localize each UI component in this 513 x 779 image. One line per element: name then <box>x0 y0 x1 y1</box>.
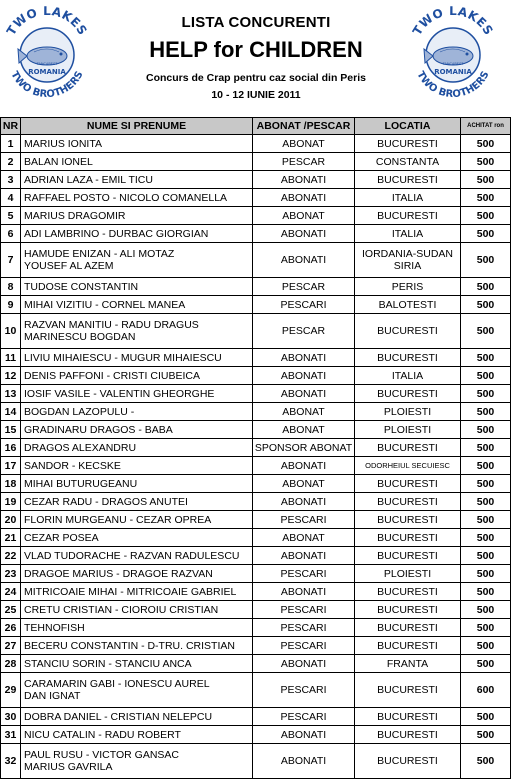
location <box>355 655 461 673</box>
table-row <box>1 529 511 547</box>
row-number: 28 <box>1 655 21 673</box>
row-number: 7 <box>1 243 21 278</box>
participant-name <box>21 673 253 708</box>
column-header-name: NUME SI PRENUME <box>21 118 253 135</box>
row-number: 16 <box>1 439 21 457</box>
amount-paid: 500 <box>461 475 511 493</box>
row-number: 18 <box>1 475 21 493</box>
abonat-status: ABONAT <box>253 403 355 421</box>
event-dates: 10 - 12 IUNIE 2011 <box>211 89 301 101</box>
participant-name <box>21 296 253 314</box>
amount-paid: 500 <box>461 367 511 385</box>
location-line: BUCURESTI <box>377 325 438 337</box>
location <box>355 153 461 171</box>
event-title: HELP for CHILDREN <box>149 37 363 62</box>
table-row <box>1 296 511 314</box>
location <box>355 583 461 601</box>
logo-top-text: TWO LAKES <box>4 3 90 38</box>
participant-name <box>21 189 253 207</box>
abonat-status: ABONATI <box>253 349 355 367</box>
location-line: BALOTESTI <box>378 298 437 311</box>
participant-name <box>21 744 253 779</box>
row-number: 29 <box>1 673 21 708</box>
abonat-status: ABONATI <box>253 367 355 385</box>
abonat-status: ABONAT <box>253 475 355 493</box>
abonat-status: PESCARI <box>253 296 355 314</box>
abonat-status: PESCARI <box>253 708 355 726</box>
location-line: CONSTANTA <box>375 155 440 168</box>
abonat-status: PESCARI <box>253 673 355 708</box>
row-number: 25 <box>1 601 21 619</box>
location-line: PLOIESTI <box>383 567 432 580</box>
abonat-status: ABONATI <box>253 583 355 601</box>
table-row <box>1 565 511 583</box>
participant-name-line: DAN IGNAT <box>24 690 81 702</box>
row-number: 1 <box>1 135 21 153</box>
participant-name <box>21 367 253 385</box>
participant-name <box>21 655 253 673</box>
location-line: BUCURESTI <box>377 137 438 150</box>
participant-name-line: SANDOR - KECSKE <box>24 459 121 472</box>
participant-name-line: YOUSEF AL AZEM <box>24 260 114 272</box>
amount-paid: 500 <box>461 225 511 243</box>
abonat-status: PESCAR <box>253 314 355 349</box>
table-row <box>1 708 511 726</box>
abonat-status: ABONATI <box>253 171 355 189</box>
location <box>355 637 461 655</box>
table-row <box>1 367 511 385</box>
amount-paid: 500 <box>461 529 511 547</box>
row-number: 26 <box>1 619 21 637</box>
row-number: 6 <box>1 225 21 243</box>
location-line: BUCURESTI <box>377 351 438 364</box>
participant-name-line: IOSIF VASILE - VALENTIN GHEORGHE <box>24 387 215 400</box>
location-line: BUCURESTI <box>377 585 438 598</box>
location <box>355 171 461 189</box>
location <box>355 349 461 367</box>
participant-name-line: MARIUS IONITA <box>24 137 102 150</box>
row-number: 27 <box>1 637 21 655</box>
location-line: BUCURESTI <box>377 603 438 616</box>
row-number: 14 <box>1 403 21 421</box>
participant-name-line: LIVIU MIHAIESCU - MUGUR MIHAIESCU <box>24 351 222 364</box>
table-row <box>1 726 511 744</box>
location-line: BUCURESTI <box>377 173 438 186</box>
amount-paid: 500 <box>461 243 511 278</box>
location <box>355 547 461 565</box>
amount-paid: 500 <box>461 457 511 475</box>
location <box>355 708 461 726</box>
abonat-status: PESCAR <box>253 278 355 296</box>
abonat-status: SPONSOR ABONAT <box>253 439 355 457</box>
participant-name <box>21 153 253 171</box>
table-row <box>1 511 511 529</box>
amount-paid: 500 <box>461 385 511 403</box>
location-line: SIRIA <box>393 260 422 272</box>
location-line: ITALIA <box>391 369 424 382</box>
location-line: BUCURESTI <box>377 639 438 652</box>
participant-name <box>21 601 253 619</box>
logo-middle-text: ROMANIA <box>28 68 66 76</box>
participant-name-line: ADI LAMBRINO - DURBAC GIORGIAN <box>24 227 209 240</box>
participants-table <box>0 117 511 779</box>
abonat-status: PESCARI <box>253 511 355 529</box>
row-number: 2 <box>1 153 21 171</box>
location <box>355 403 461 421</box>
table-row <box>1 637 511 655</box>
location-line: BUCURESTI <box>377 513 438 526</box>
location <box>355 189 461 207</box>
participant-name <box>21 493 253 511</box>
table-row <box>1 475 511 493</box>
participant-name-line: BALAN IONEL <box>24 155 93 168</box>
location <box>355 601 461 619</box>
location-line: BUCURESTI <box>377 710 438 723</box>
table-row <box>1 421 511 439</box>
participant-name-line: VLAD TUDORACHE - RAZVAN RADULESCU <box>24 549 240 562</box>
abonat-status: ABONAT <box>253 421 355 439</box>
participant-name <box>21 439 253 457</box>
location <box>355 439 461 457</box>
participant-name <box>21 457 253 475</box>
row-number: 11 <box>1 349 21 367</box>
abonat-status: ABONATI <box>253 243 355 278</box>
participant-name-line: TUDOSE CONSTANTIN <box>24 280 139 293</box>
location <box>355 243 461 278</box>
participant-name <box>21 171 253 189</box>
participant-name-line: GRADINARU DRAGOS - BABA <box>24 423 173 436</box>
logo-bottom-text: TWO BROTHERS <box>8 69 86 101</box>
abonat-status: ABONAT <box>253 529 355 547</box>
location <box>355 529 461 547</box>
abonat-status: ABONAT <box>253 135 355 153</box>
participant-name-line: RAFFAEL POSTO - NICOLO COMANELLA <box>24 191 228 204</box>
participant-name-line: MIHAI BUTURUGEANU <box>24 477 138 490</box>
location-line: BUCURESTI <box>377 621 438 634</box>
abonat-status: ABONATI <box>253 225 355 243</box>
row-number: 9 <box>1 296 21 314</box>
participant-name-line: MARIUS DRAGOMIR <box>24 209 126 222</box>
location-line: ITALIA <box>391 227 424 240</box>
row-number: 22 <box>1 547 21 565</box>
amount-paid: 500 <box>461 349 511 367</box>
location <box>355 475 461 493</box>
amount-paid: 500 <box>461 547 511 565</box>
abonat-status: PESCARI <box>253 565 355 583</box>
row-number: 23 <box>1 565 21 583</box>
logo-middle-text: ROMANIA <box>434 68 472 76</box>
participant-name-line: CEZAR RADU - DRAGOS ANUTEI <box>24 495 188 508</box>
row-number: 21 <box>1 529 21 547</box>
amount-paid: 500 <box>461 583 511 601</box>
row-number: 24 <box>1 583 21 601</box>
location <box>355 135 461 153</box>
participant-name <box>21 529 253 547</box>
participant-name-line: DRAGOS ALEXANDRU <box>24 441 137 454</box>
table-row <box>1 314 511 349</box>
participant-name <box>21 565 253 583</box>
participant-name <box>21 225 253 243</box>
two-lakes-logo-left <box>4 2 90 106</box>
participant-name-line: CEZAR POSEA <box>24 531 99 544</box>
table-row <box>1 403 511 421</box>
participant-name-line: NICU CATALIN - RADU ROBERT <box>24 728 181 741</box>
logo-top-text: TWO LAKES <box>410 3 496 38</box>
location-line: BUCURESTI <box>377 549 438 562</box>
location-line: BUCURESTI <box>377 495 438 508</box>
amount-paid: 500 <box>461 421 511 439</box>
row-number: 31 <box>1 726 21 744</box>
participant-name <box>21 511 253 529</box>
location-line: BUCURESTI <box>377 387 438 400</box>
amount-paid: 500 <box>461 135 511 153</box>
row-number: 32 <box>1 744 21 779</box>
amount-paid: 500 <box>461 296 511 314</box>
location-line: ODORHEIUL SECUIESC <box>365 460 450 470</box>
participant-name-line: ADRIAN LAZA - EMIL TICU <box>24 173 153 186</box>
participant-name-line: CARAMARIN GABI - IONESCU AUREL <box>24 678 210 690</box>
location-line: FRANTA <box>386 657 429 670</box>
table-row <box>1 171 511 189</box>
row-number: 3 <box>1 171 21 189</box>
location-line: PERIS <box>391 280 424 293</box>
participant-name <box>21 135 253 153</box>
row-number: 12 <box>1 367 21 385</box>
amount-paid: 500 <box>461 726 511 744</box>
logo-bottom-text: TWO BROTHERS <box>414 69 492 101</box>
amount-paid: 500 <box>461 189 511 207</box>
table-header-row <box>1 118 511 135</box>
amount-paid: 500 <box>461 439 511 457</box>
table-row <box>1 225 511 243</box>
participant-name-line: PAUL RUSU - VICTOR GANSAC <box>24 749 179 761</box>
amount-paid: 500 <box>461 744 511 779</box>
location-line: PLOIESTI <box>383 423 432 436</box>
event-subtitle: Concurs de Crap pentru caz social din Peris <box>146 72 366 84</box>
amount-paid: 500 <box>461 565 511 583</box>
participant-name <box>21 637 253 655</box>
location <box>355 225 461 243</box>
participant-name <box>21 278 253 296</box>
participant-name <box>21 726 253 744</box>
abonat-status: ABONATI <box>253 547 355 565</box>
participant-name <box>21 475 253 493</box>
location <box>355 511 461 529</box>
location <box>355 619 461 637</box>
location <box>355 565 461 583</box>
row-number: 17 <box>1 457 21 475</box>
location-line: IORDANIA-SUDAN <box>361 248 453 260</box>
row-number: 13 <box>1 385 21 403</box>
abonat-status: PESCARI <box>253 637 355 655</box>
amount-paid: 600 <box>461 673 511 708</box>
amount-paid: 500 <box>461 403 511 421</box>
participant-name-line: BOGDAN LAZOPULU - <box>24 405 135 418</box>
column-header-locatia: LOCATIA <box>355 118 461 135</box>
participant-name <box>21 207 253 225</box>
amount-paid: 500 <box>461 708 511 726</box>
column-header-nr: NR <box>1 118 21 135</box>
participant-name-line: MITRICOAIE MIHAI - MITRICOAIE GABRIEL <box>24 585 237 598</box>
amount-paid: 500 <box>461 207 511 225</box>
participant-name <box>21 619 253 637</box>
location <box>355 314 461 349</box>
location <box>355 296 461 314</box>
row-number: 5 <box>1 207 21 225</box>
location-line: BUCURESTI <box>377 209 438 222</box>
participant-name <box>21 314 253 349</box>
participant-name <box>21 243 253 278</box>
participant-name-line: TEHNOFISH <box>24 621 85 634</box>
table-row <box>1 135 511 153</box>
table-row <box>1 601 511 619</box>
location-line: PLOIESTI <box>383 405 432 418</box>
list-title: LISTA CONCURENTI <box>181 14 331 31</box>
location-line: BUCURESTI <box>377 755 438 767</box>
row-number: 15 <box>1 421 21 439</box>
amount-paid: 500 <box>461 637 511 655</box>
abonat-status: PESCAR <box>253 153 355 171</box>
location <box>355 726 461 744</box>
table-row <box>1 385 511 403</box>
table-row <box>1 547 511 565</box>
participant-name-line: DRAGOE MARIUS - DRAGOE RAZVAN <box>24 567 213 580</box>
document-header <box>96 14 416 102</box>
table-row <box>1 655 511 673</box>
location-line: BUCURESTI <box>377 441 438 454</box>
location <box>355 367 461 385</box>
table-row <box>1 243 511 278</box>
participant-name-line: MARINESCU BOGDAN <box>24 331 136 343</box>
abonat-status: ABONATI <box>253 493 355 511</box>
location <box>355 207 461 225</box>
abonat-status: ABONATI <box>253 744 355 779</box>
location <box>355 278 461 296</box>
abonat-status: PESCARI <box>253 619 355 637</box>
location <box>355 421 461 439</box>
table-row <box>1 189 511 207</box>
participant-name <box>21 349 253 367</box>
amount-paid: 500 <box>461 153 511 171</box>
table-row <box>1 673 511 708</box>
amount-paid: 500 <box>461 511 511 529</box>
abonat-status: ABONATI <box>253 726 355 744</box>
participant-name <box>21 583 253 601</box>
row-number: 30 <box>1 708 21 726</box>
table-row <box>1 583 511 601</box>
two-lakes-logo-right <box>410 2 496 106</box>
location-line: BUCURESTI <box>377 531 438 544</box>
row-number: 20 <box>1 511 21 529</box>
participant-name <box>21 421 253 439</box>
location-line: BUCURESTI <box>377 477 438 490</box>
location-line: BUCURESTI <box>377 684 438 696</box>
participant-name-line: CRETU CRISTIAN - CIOROIU CRISTIAN <box>24 603 219 616</box>
abonat-status: ABONATI <box>253 457 355 475</box>
row-number: 19 <box>1 493 21 511</box>
table-row <box>1 744 511 779</box>
table-row <box>1 439 511 457</box>
participant-name-line: DOBRA DANIEL - CRISTIAN NELEPCU <box>24 710 213 723</box>
column-header-achitat: ACHITAT ron <box>461 118 511 135</box>
row-number: 8 <box>1 278 21 296</box>
location <box>355 744 461 779</box>
participant-name-line: DENIS PAFFONI - CRISTI CIUBEICA <box>24 369 200 382</box>
location <box>355 457 461 475</box>
participant-name-line: FLORIN MURGEANU - CEZAR OPREA <box>24 513 212 526</box>
amount-paid: 500 <box>461 171 511 189</box>
table-row <box>1 493 511 511</box>
table-row <box>1 278 511 296</box>
location <box>355 385 461 403</box>
amount-paid: 500 <box>461 619 511 637</box>
participant-name-line: MARIUS GAVRILA <box>24 761 113 773</box>
logo-small-text: TANCABEST <box>442 62 464 66</box>
participant-name-line: STANCIU SORIN - STANCIU ANCA <box>24 657 192 670</box>
logo-small-text: TANCABEST <box>36 62 58 66</box>
abonat-status: ABONATI <box>253 655 355 673</box>
table-row <box>1 619 511 637</box>
abonat-status: PESCARI <box>253 601 355 619</box>
amount-paid: 500 <box>461 655 511 673</box>
amount-paid: 500 <box>461 278 511 296</box>
participant-name <box>21 547 253 565</box>
location <box>355 493 461 511</box>
amount-paid: 500 <box>461 314 511 349</box>
amount-paid: 500 <box>461 493 511 511</box>
column-header-abonat: ABONAT /PESCAR <box>253 118 355 135</box>
row-number: 4 <box>1 189 21 207</box>
table-row <box>1 349 511 367</box>
table-row <box>1 457 511 475</box>
row-number: 10 <box>1 314 21 349</box>
participant-name-line: RAZVAN MANITIU - RADU DRAGUS <box>24 319 199 331</box>
participant-name <box>21 385 253 403</box>
abonat-status: ABONATI <box>253 189 355 207</box>
participant-name <box>21 708 253 726</box>
location-line: BUCURESTI <box>377 728 438 741</box>
participant-name <box>21 403 253 421</box>
abonat-status: ABONAT <box>253 207 355 225</box>
table-row <box>1 207 511 225</box>
table-row <box>1 153 511 171</box>
location <box>355 673 461 708</box>
amount-paid: 500 <box>461 601 511 619</box>
participant-name-line: BECERU CONSTANTIN - D-TRU. CRISTIAN <box>24 639 235 652</box>
location-line: ITALIA <box>391 191 424 204</box>
participant-name-line: MIHAI VIZITIU - CORNEL MANEA <box>24 298 186 311</box>
abonat-status: ABONATI <box>253 385 355 403</box>
participant-name-line: HAMUDE ENIZAN - ALI MOTAZ <box>24 248 175 260</box>
